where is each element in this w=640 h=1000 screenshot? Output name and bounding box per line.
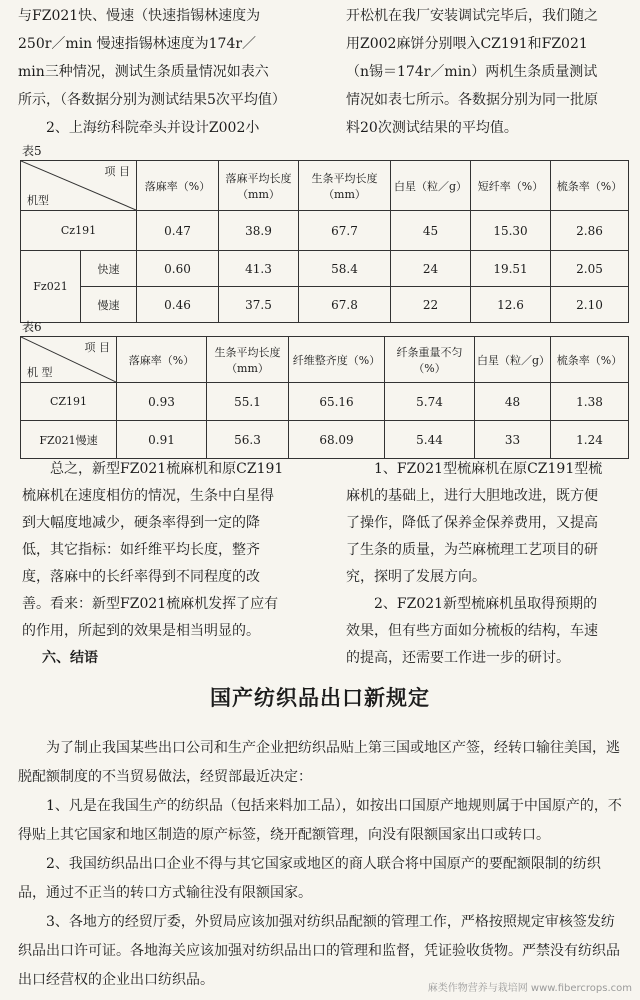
table6-label: 表6 xyxy=(22,320,42,334)
table6-header: 纤条重量不匀（%） xyxy=(385,337,475,383)
text-line: 的提高，还需要工作进一步的研讨。 xyxy=(346,650,570,666)
table6-cell: 1.24 xyxy=(551,421,629,459)
text-line: （n锡＝174r／min）两机生条质量测试 xyxy=(346,64,598,80)
table5-corner-cell xyxy=(21,161,137,211)
table-row xyxy=(21,383,629,421)
table5-header: 生条平均长度（mm） xyxy=(299,161,391,211)
top-right-column xyxy=(346,2,630,142)
table5-mode: 快速 xyxy=(81,251,137,287)
table5-cell: 67.8 xyxy=(299,287,391,323)
table5-model: Cz191 xyxy=(21,211,137,251)
text-line: 的作用，所起到的效果是相当明显的。 xyxy=(22,623,260,639)
table5-cell: 15.30 xyxy=(471,211,551,251)
table5-cell: 22 xyxy=(391,287,471,323)
table6-cell: 0.93 xyxy=(117,383,207,421)
table-row xyxy=(21,287,629,323)
table5-corner-top: 项 目 xyxy=(104,165,130,178)
table5-label: 表5 xyxy=(22,144,42,158)
table6-cell: 56.3 xyxy=(207,421,289,459)
table5-cell: 41.3 xyxy=(219,251,299,287)
text-line: 效果，但有些方面如分梳板的结构，车速 xyxy=(346,623,598,639)
table5-cell: 37.5 xyxy=(219,287,299,323)
table6-header: 生条平均长度（mm） xyxy=(207,337,289,383)
text-line: 2、FZ021新型梳麻机虽取得预期的 xyxy=(374,596,598,612)
table5-cell: 19.51 xyxy=(471,251,551,287)
text-line: 了生条的质量，为苎麻梳理工艺项目的研 xyxy=(346,542,598,558)
table6-cell: 48 xyxy=(475,383,551,421)
table5-header: 梳条率（%） xyxy=(551,161,629,211)
table5-header: 短纤率（%） xyxy=(471,161,551,211)
table5-cell: 2.86 xyxy=(551,211,629,251)
text-line: 2、上海纺科院牵头并设计Z002小 xyxy=(46,120,260,136)
article-paragraph: 3、各地方的经贸厅委，外贸局应该加强对纺织品配额的管理工作，严格按照规定审核签发纺织品出口许可证。各地海关应该加强对纺织品出口的管理和监督，凭证验收货物。严禁没有纺织品出口经营权的企业出口纺织品。 xyxy=(18,914,620,988)
table5-corner-bottom: 机型 xyxy=(27,194,49,207)
text-line: 善。看来：新型FZ021梳麻机发挥了应有 xyxy=(22,596,279,612)
text-line: 梳麻机在速度相仿的情况，生条中白星得 xyxy=(22,488,274,504)
table6-cell: 5.44 xyxy=(385,421,475,459)
table6 xyxy=(20,336,629,459)
text-line: 了操作，降低了保养金保养费用，又提高 xyxy=(346,515,598,531)
text-line: 麻机的基础上，进行大胆地改进，既方便 xyxy=(346,488,598,504)
table-row xyxy=(21,211,629,251)
table5-cell: 24 xyxy=(391,251,471,287)
table5-cell: 58.4 xyxy=(299,251,391,287)
table-row xyxy=(21,251,629,287)
article-paragraph: 1、凡是在我国生产的纺织品（包括来料加工品），如按出口国原产地规则属于中国原产的，不得贴上其它国家和地区制造的原产标签，绕开配额管理，向没有限额国家出口或转口。 xyxy=(18,798,622,843)
text-line: 料20次测试结果的平均值。 xyxy=(346,120,518,136)
watermark: 麻类作物营养与栽培网 www.fibercrops.com xyxy=(427,983,632,994)
table6-corner-bottom: 机 型 xyxy=(27,366,53,379)
table5-header: 落麻率（%） xyxy=(137,161,219,211)
text-line: 情况如表七所示。各数据分别为同一批原 xyxy=(346,92,598,108)
table6-cell: 55.1 xyxy=(207,383,289,421)
text-line: 用Z002麻饼分别喂入CZ191和FZ021 xyxy=(346,36,588,52)
article-paragraph: 为了制止我国某些出口公司和生产企业把纺织品贴上第三国或地区产签，经转口输往美国，逃脱配额制度的不当贸易做法，经贸部最近决定： xyxy=(18,740,620,785)
article-paragraph: 2、我国纺织品出口企业不得与其它国家或地区的商人联合将中国原产的要配额限制的纺织品，通过不正当的转口方式输往没有限额国家。 xyxy=(18,856,601,901)
table-row xyxy=(21,421,629,459)
text-line: 开松机在我厂安装调试完毕后，我们随之 xyxy=(346,8,598,24)
article-title: 国产纺织品出口新规定 xyxy=(210,686,430,710)
table6-header: 白星（粒／g） xyxy=(475,337,551,383)
table6-model: FZ021慢速 xyxy=(21,421,117,459)
text-line: 250r／min 慢速指锡林速度为174r／ xyxy=(18,36,257,52)
text-line: 低，其它指标：如纤维平均长度，整齐 xyxy=(22,542,260,558)
table6-cell: 33 xyxy=(475,421,551,459)
table5-model: Fz021 xyxy=(21,251,81,323)
table5-cell: 67.7 xyxy=(299,211,391,251)
text-line: min三种情况，测试生条质量情况如表六 xyxy=(18,64,269,80)
text-line: 度，落麻中的长纤率得到不同程度的改 xyxy=(22,569,260,585)
table6-corner-top: 项 目 xyxy=(84,341,110,354)
conclusion-left-column xyxy=(22,456,322,672)
table6-header: 梳条率（%） xyxy=(551,337,629,383)
table5-cell: 0.47 xyxy=(137,211,219,251)
text-line: 总之，新型FZ021梳麻机和原CZ191 xyxy=(50,461,284,477)
table6-cell: 0.91 xyxy=(117,421,207,459)
table5-mode: 慢速 xyxy=(81,287,137,323)
article-body xyxy=(18,734,628,995)
table5-cell: 0.46 xyxy=(137,287,219,323)
table5-cell: 45 xyxy=(391,211,471,251)
table6-cell: 1.38 xyxy=(551,383,629,421)
text-line: 究，探明了发展方向。 xyxy=(346,569,486,585)
table5-cell: 2.10 xyxy=(551,287,629,323)
section-heading: 六、结语 xyxy=(42,650,98,666)
table6-model: CZ191 xyxy=(21,383,117,421)
table5-cell: 2.05 xyxy=(551,251,629,287)
table6-corner-cell xyxy=(21,337,117,383)
text-line: 与FZ021快、慢速（快速指锡林速度为 xyxy=(18,8,261,24)
table5-header: 白星（粒／g） xyxy=(391,161,471,211)
conclusion-right-column xyxy=(346,456,630,672)
table6-header: 纤维整齐度（%） xyxy=(289,337,385,383)
table6-cell: 65.16 xyxy=(289,383,385,421)
text-line: 到大幅度地减少，硬条率得到一定的降 xyxy=(22,515,260,531)
table5-cell: 0.60 xyxy=(137,251,219,287)
table6-cell: 68.09 xyxy=(289,421,385,459)
text-line: 所示，（各数据分别为测试结果5次平均值） xyxy=(18,92,286,108)
top-left-column xyxy=(18,2,318,142)
table5-cell: 12.6 xyxy=(471,287,551,323)
table6-cell: 5.74 xyxy=(385,383,475,421)
table5-header: 落麻平均长度（mm） xyxy=(219,161,299,211)
table5 xyxy=(20,160,629,323)
text-line: 1、FZ021型梳麻机在原CZ191型梳 xyxy=(374,461,603,477)
table5-cell: 38.9 xyxy=(219,211,299,251)
table6-header: 落麻率（%） xyxy=(117,337,207,383)
